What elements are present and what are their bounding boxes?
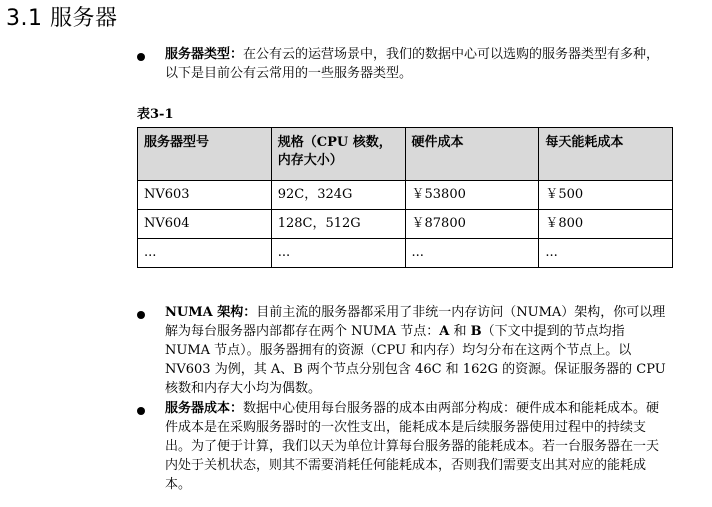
table-cell: ￥500 bbox=[539, 181, 673, 210]
table-cell: 92C，324G bbox=[271, 181, 405, 210]
column-header: 硬件成本 bbox=[405, 128, 539, 181]
server-table bbox=[137, 127, 673, 268]
bullet-body: 目前主流的服务器都采用了非统一内存访问（NUMA）架构，你可以理解为每台服务器内部都存在两个 NUMA 节点： bbox=[165, 305, 666, 339]
table-cell: NV604 bbox=[138, 210, 272, 239]
bullet-text bbox=[165, 45, 671, 83]
table-row bbox=[138, 181, 673, 210]
table-cell: ... bbox=[271, 239, 405, 268]
table-cell: ￥87800 bbox=[405, 210, 539, 239]
table-row bbox=[138, 210, 673, 239]
bullet-body: 在公有云的运营场景中，我们的数据中心可以选购的服务器类型有多种，以下是目前公有云常用的一些服务器类型。 bbox=[165, 47, 660, 81]
table-row bbox=[138, 239, 673, 268]
node-b-label: B bbox=[470, 324, 482, 339]
bullet-dot bbox=[137, 407, 145, 415]
column-header: 每天能耗成本 bbox=[539, 128, 673, 181]
bullet-heading: 服务器成本： bbox=[165, 401, 244, 416]
table-cell: 128C，512G bbox=[271, 210, 405, 239]
table-caption: 表3-1 bbox=[137, 107, 174, 122]
table-cell: ... bbox=[539, 239, 673, 268]
bullet-heading: 服务器类型： bbox=[165, 47, 244, 62]
bullet-dot bbox=[137, 53, 145, 61]
bullet-dot bbox=[137, 311, 145, 319]
column-header: 服务器型号 bbox=[138, 128, 272, 181]
table-header-row bbox=[138, 128, 673, 181]
table-cell: NV603 bbox=[138, 181, 272, 210]
table-cell: ... bbox=[138, 239, 272, 268]
bullet-body: （下文中提到的节点均指 NUMA 节点）。服务器拥有的资源（CPU 和内存）均匀分布在这两个节点上。以 NV603 为例，其 A、B 两个节点分别包含 46C 和 162G 的资源。保证服务器的 CPU 核数和内存大小均为偶数。 bbox=[165, 324, 666, 396]
bullet-heading: NUMA 架构： bbox=[165, 305, 257, 320]
table-cell: ￥53800 bbox=[405, 181, 539, 210]
table-cell: ... bbox=[405, 239, 539, 268]
bullet-text bbox=[165, 399, 671, 494]
bullet-body: 和 bbox=[449, 324, 471, 339]
node-a-label: A bbox=[439, 324, 450, 339]
bullet-text bbox=[165, 303, 671, 398]
section-title: 3.1 服务器 bbox=[6, 6, 118, 31]
bullet-body: 数据中心使用每台服务器的成本由两部分构成：硬件成本和能耗成本。硬件成本是在采购服务器时的一次性支出，能耗成本是后续服务器使用过程中的持续支出。为了便于计算，我们以天为单位计算每台服务器的能耗成本。若一台服务器在一天内处于关机状态，则其不需要消耗任何能耗成本，否则我们需要支出其对应的能耗成本。 bbox=[165, 401, 660, 492]
table-cell: ￥800 bbox=[539, 210, 673, 239]
column-header: 规格（CPU 核数，内存大小） bbox=[271, 128, 405, 181]
